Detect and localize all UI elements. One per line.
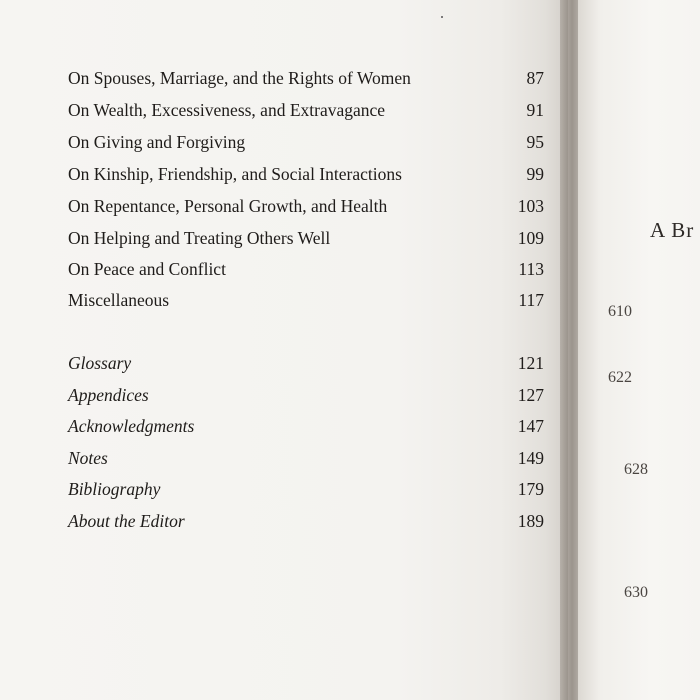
toc-entry-page-number: 91 [526,100,544,120]
toc-entry-title: About the Editor [68,511,185,531]
toc-entry-page-number: 189 [517,511,544,531]
toc-entry-title: Appendices [68,385,149,405]
toc-entry-page-number: 95 [526,132,544,152]
toc-entry-page-number: 127 [517,385,544,405]
toc-entry [68,288,544,312]
toc-entry [68,351,544,375]
toc-entry [68,130,544,154]
toc-entry [68,477,544,501]
toc-entry [68,66,544,90]
toc-entry-page-number: 113 [518,259,544,279]
right-page-number: 622 [608,369,632,386]
toc-entry [68,162,544,186]
toc-entry-title: On Giving and Forgiving [68,132,246,152]
right-page-number: 630 [624,584,648,601]
toc-entry [68,226,544,250]
toc-entry [68,383,544,407]
paper-speck [441,16,443,18]
toc-entry-page-number: 99 [526,164,544,184]
toc-entry-page-number: 179 [517,479,544,499]
toc-entry-title: On Wealth, Excessiveness, and Extravagance [68,100,386,120]
right-page-number: 610 [608,303,632,320]
toc-entry-title: Notes [68,448,108,468]
toc-entry [68,194,544,218]
toc-entry-title: Bibliography [68,479,161,499]
toc-entry [68,509,544,533]
toc-entry [68,257,544,281]
toc-entry-title: On Kinship, Friendship, and Social Interactions [68,164,402,184]
toc-entry-title: On Repentance, Personal Growth, and Health [68,196,388,216]
toc-entry [68,414,544,438]
right-page [578,0,700,700]
toc-entry-page-number: 149 [517,448,544,468]
toc-entry-title: Miscellaneous [68,290,170,310]
toc-entry-page-number: 87 [526,68,544,88]
toc-entry-page-number: 121 [517,353,544,373]
right-page-heading: A Br [650,218,695,242]
right-page-number: 628 [624,461,648,478]
toc-entry-page-number: 117 [518,290,544,310]
toc-entry [68,446,544,470]
toc-entry-title: Acknowledgments [68,416,195,436]
toc-entry-page-number: 103 [517,196,544,216]
toc-entry-page-number: 109 [517,228,544,248]
toc-entry-title: On Peace and Conflict [68,259,226,279]
toc-entry-title: Glossary [68,353,132,373]
toc-entry-page-number: 147 [517,416,544,436]
toc-entry-title: On Helping and Treating Others Well [68,228,331,248]
toc-entry-title: On Spouses, Marriage, and the Rights of Women [68,68,411,88]
toc-entry [68,98,544,122]
